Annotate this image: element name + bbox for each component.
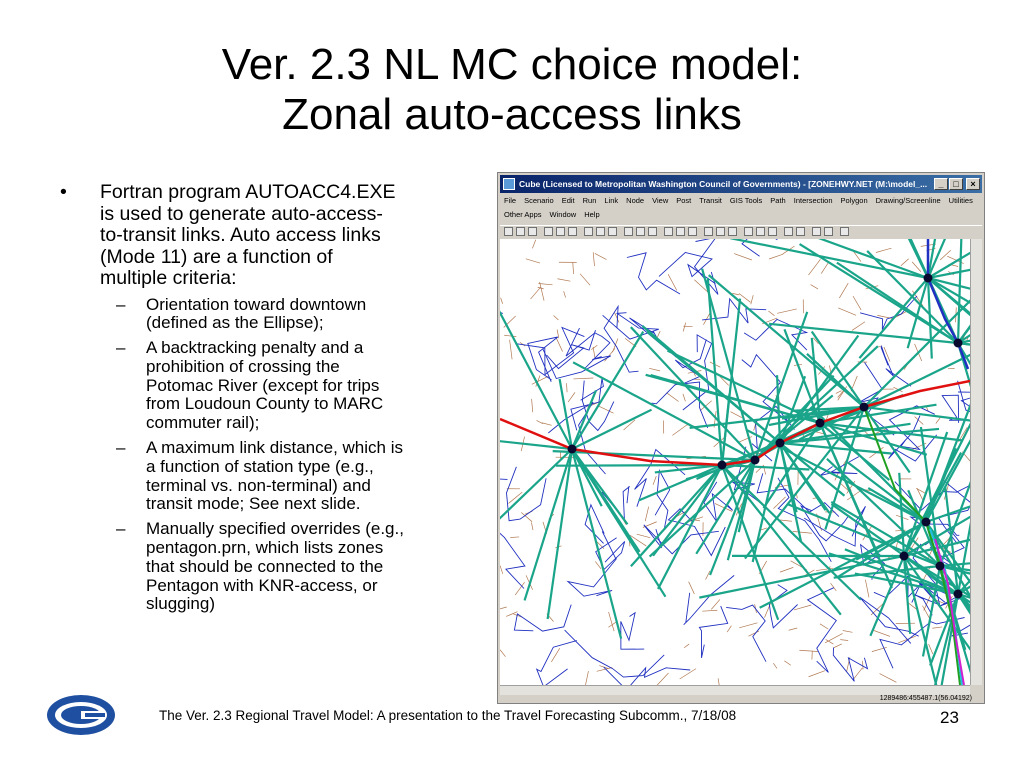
- station-node: [718, 461, 727, 470]
- node-icon[interactable]: [704, 227, 713, 236]
- sub-bullet-line: slugging): [146, 594, 215, 614]
- local-road: [551, 648, 559, 662]
- zoom-out-icon[interactable]: [596, 227, 605, 236]
- local-road: [718, 678, 720, 685]
- access-link: [864, 355, 970, 407]
- sub-bullet-backtracking: [56, 339, 492, 433]
- slide-title: [0, 40, 1024, 140]
- local-road: [564, 291, 566, 297]
- measure-icon[interactable]: [636, 227, 645, 236]
- local-road: [591, 345, 597, 349]
- sub-bullet-line: terminal vs. non-terminal) and: [146, 475, 371, 495]
- paste-icon[interactable]: [568, 227, 577, 236]
- layer-icon[interactable]: [664, 227, 673, 236]
- menu-row-2: [504, 208, 608, 222]
- bullet-line: is used to generate auto-access-: [100, 202, 383, 225]
- sub-bullet-line: A maximum link distance, which is: [146, 438, 403, 458]
- local-road: [657, 331, 660, 338]
- street: [699, 606, 727, 658]
- menu-link[interactable]: Link: [604, 196, 619, 205]
- access-link: [928, 278, 932, 359]
- list-icon[interactable]: [784, 227, 793, 236]
- street: [604, 667, 691, 685]
- local-road: [510, 537, 519, 538]
- bullet-list: [56, 182, 492, 614]
- local-road: [542, 423, 552, 426]
- local-road: [912, 262, 921, 272]
- local-road: [852, 322, 865, 331]
- menu-window[interactable]: Window: [549, 210, 577, 219]
- menu-view[interactable]: View: [652, 196, 669, 205]
- local-road: [732, 293, 739, 294]
- cube-window-screenshot: [497, 172, 985, 704]
- bullet-line: to-transit links. Auto access links: [100, 224, 381, 246]
- status-bar: [500, 695, 982, 703]
- select-icon[interactable]: [624, 227, 633, 236]
- local-road: [702, 610, 717, 611]
- mwcog-logo: [44, 692, 118, 738]
- local-road: [653, 476, 656, 485]
- filter-icon[interactable]: [796, 227, 805, 236]
- station-node: [900, 552, 909, 561]
- copy-icon[interactable]: [556, 227, 565, 236]
- bullet-line: Fortran program AUTOACC4.EXE: [100, 181, 396, 203]
- sub-bullet-orientation: [56, 296, 492, 334]
- local-road: [609, 612, 614, 631]
- local-road: [684, 644, 689, 648]
- station-node: [954, 339, 963, 348]
- local-road: [932, 627, 942, 628]
- street: [621, 613, 644, 649]
- network-map: [500, 239, 970, 685]
- title-line-1: Ver. 2.3 NL MC choice model:: [221, 40, 803, 89]
- toolbar: [500, 225, 982, 240]
- local-road: [655, 673, 668, 685]
- sub-bullet-line: prohibition of crossing the: [146, 356, 340, 376]
- sub-bullet-overrides: [56, 520, 492, 614]
- menu-bar: [500, 194, 982, 224]
- menu-scenario[interactable]: Scenario: [524, 196, 554, 205]
- local-road: [557, 279, 570, 281]
- street: [833, 648, 867, 682]
- local-road: [831, 583, 837, 591]
- local-road: [510, 340, 512, 360]
- station-node: [936, 562, 945, 571]
- local-road: [706, 571, 710, 580]
- settings-icon[interactable]: [768, 227, 777, 236]
- local-road: [531, 287, 541, 299]
- local-road: [853, 296, 861, 310]
- close-icon[interactable]: ×: [966, 178, 980, 190]
- station-node: [816, 419, 825, 428]
- access-link: [958, 239, 963, 343]
- street: [514, 605, 571, 632]
- status-coordinates: 1289486:455487.1(56.04192): [879, 695, 972, 702]
- local-road: [554, 315, 559, 320]
- local-road: [793, 531, 812, 533]
- local-road: [500, 607, 507, 612]
- street: [537, 641, 577, 685]
- street: [500, 454, 508, 483]
- main-bullet: [56, 182, 492, 290]
- local-road: [838, 308, 856, 315]
- menu-run[interactable]: Run: [582, 196, 597, 205]
- local-road: [884, 347, 890, 362]
- station-node: [924, 274, 933, 283]
- bullet-marker: •: [60, 181, 67, 203]
- local-road: [727, 626, 731, 632]
- sub-bullet-max-distance: [56, 439, 492, 514]
- menu-post[interactable]: Post: [676, 196, 692, 205]
- local-road: [853, 668, 862, 679]
- grid-icon[interactable]: [744, 227, 753, 236]
- sub-bullet-line: a function of station type (e.g.,: [146, 456, 374, 476]
- local-road: [751, 295, 753, 304]
- station-node: [922, 518, 931, 527]
- access-link: [722, 465, 841, 615]
- color-icon[interactable]: [676, 227, 685, 236]
- window-titlebar: [500, 175, 982, 193]
- access-link: [572, 390, 596, 449]
- street: [566, 328, 610, 368]
- local-road: [532, 399, 533, 412]
- local-road: [637, 534, 650, 537]
- local-road: [780, 567, 793, 572]
- local-road: [580, 274, 590, 285]
- local-road: [506, 612, 517, 617]
- menu-utilities[interactable]: Utilities: [948, 196, 973, 205]
- page-number: 23: [940, 708, 959, 727]
- station-node: [860, 403, 869, 412]
- local-road: [780, 520, 792, 521]
- local-road: [739, 623, 757, 628]
- local-road: [777, 309, 796, 313]
- local-road: [825, 633, 843, 642]
- street: [547, 330, 596, 368]
- label-icon[interactable]: [648, 227, 657, 236]
- menu-intersection[interactable]: Intersection: [793, 196, 833, 205]
- local-road: [730, 412, 741, 418]
- minimize-icon[interactable]: _: [934, 178, 948, 190]
- station-node: [751, 456, 760, 465]
- street: [684, 575, 735, 624]
- local-road: [585, 671, 588, 685]
- menu-transit[interactable]: Transit: [699, 196, 722, 205]
- network-map-view[interactable]: [500, 239, 970, 685]
- sub-bullet-line: from Loudoun County to MARC: [146, 394, 384, 414]
- local-road: [711, 599, 720, 609]
- local-road: [683, 394, 685, 401]
- local-road: [799, 650, 818, 651]
- vertical-scrollbar[interactable]: [970, 239, 982, 685]
- new-file-icon[interactable]: [504, 227, 513, 236]
- dash-marker: –: [116, 438, 126, 458]
- dash-marker: –: [116, 294, 126, 314]
- local-road: [809, 259, 821, 275]
- local-road: [901, 259, 909, 266]
- local-road: [556, 338, 562, 352]
- local-road: [666, 393, 678, 402]
- local-road: [526, 259, 540, 263]
- open-file-icon[interactable]: [516, 227, 525, 236]
- local-road: [501, 298, 503, 304]
- local-road: [811, 285, 818, 289]
- local-road: [809, 671, 825, 677]
- legend-icon[interactable]: [756, 227, 765, 236]
- path-icon[interactable]: [728, 227, 737, 236]
- menu-edit[interactable]: Edit: [561, 196, 575, 205]
- sub-bullet-line: Manually specified overrides (e.g.,: [146, 519, 404, 539]
- menu-drawing-screenline[interactable]: Drawing/Screenline: [875, 196, 941, 205]
- local-road: [876, 248, 891, 252]
- dash-marker: –: [116, 338, 126, 358]
- street: [500, 522, 525, 588]
- local-road: [820, 624, 828, 629]
- station-node: [776, 439, 785, 448]
- street: [655, 471, 670, 529]
- local-road: [773, 663, 777, 668]
- local-road: [595, 561, 601, 568]
- print-icon[interactable]: [544, 227, 553, 236]
- local-road: [689, 582, 695, 594]
- street: [517, 328, 584, 375]
- local-road: [847, 657, 850, 671]
- menu-gis-tools[interactable]: GIS Tools: [729, 196, 763, 205]
- street: [808, 588, 837, 673]
- local-road: [834, 644, 842, 648]
- local-road: [880, 674, 897, 683]
- access-link: [548, 449, 572, 619]
- menu-other-apps[interactable]: Other Apps: [504, 210, 542, 219]
- street: [627, 253, 680, 294]
- local-road: [734, 254, 752, 260]
- menu-polygon[interactable]: Polygon: [840, 196, 868, 205]
- street: [565, 630, 665, 677]
- sub-bullet-line: Pentagon with KNR-access, or: [146, 575, 378, 595]
- title-line-2: Zonal auto-access links: [282, 90, 742, 139]
- local-road: [500, 566, 503, 574]
- chart-icon[interactable]: [824, 227, 833, 236]
- script-icon[interactable]: [840, 227, 849, 236]
- menu-row-1: [504, 194, 981, 208]
- sub-bullet-line: that should be connected to the: [146, 556, 384, 576]
- sub-bullet-line: Orientation toward downtown: [146, 294, 367, 314]
- footer-text: The Ver. 2.3 Regional Travel Model: A presentation to the Travel Forecasting Subcomm., 7/18/08: [159, 708, 737, 723]
- local-road: [769, 254, 783, 259]
- access-link: [730, 239, 928, 278]
- local-road: [924, 596, 931, 611]
- access-link: [572, 449, 621, 639]
- local-road: [567, 383, 568, 392]
- access-link: [777, 375, 780, 443]
- local-road: [784, 661, 790, 665]
- maximize-icon[interactable]: □: [949, 178, 963, 190]
- local-road: [683, 323, 686, 332]
- local-road: [821, 263, 828, 274]
- local-road: [839, 283, 848, 298]
- local-road: [649, 368, 660, 371]
- link-icon[interactable]: [716, 227, 725, 236]
- local-road: [540, 282, 544, 301]
- sub-bullet-line: pentagon.prn, which lists zones: [146, 538, 384, 558]
- local-road: [940, 250, 951, 260]
- sub-bullet-line: transit mode; See next slide.: [146, 494, 361, 514]
- local-road: [843, 631, 853, 633]
- local-road: [568, 392, 575, 402]
- menu-file[interactable]: File: [504, 196, 517, 205]
- local-road: [789, 628, 798, 630]
- zoom-in-icon[interactable]: [584, 227, 593, 236]
- station-node: [568, 445, 577, 454]
- street: [726, 605, 766, 662]
- local-road: [605, 348, 615, 361]
- sub-bullet-line: commuter rail);: [146, 413, 260, 433]
- local-road: [840, 640, 848, 641]
- pan-icon[interactable]: [608, 227, 617, 236]
- local-road: [593, 347, 595, 359]
- local-road: [836, 391, 842, 394]
- bullet-line: multiple criteria:: [100, 267, 237, 289]
- access-link: [864, 407, 910, 472]
- dash-marker: –: [116, 519, 126, 539]
- cube-app-icon: [503, 178, 515, 190]
- local-road: [865, 580, 869, 598]
- local-road: [672, 425, 686, 435]
- local-road: [768, 311, 774, 316]
- local-road: [929, 644, 933, 654]
- menu-path[interactable]: Path: [770, 196, 786, 205]
- local-road: [532, 240, 535, 249]
- local-road: [573, 378, 593, 379]
- sub-bullet-line: A backtracking penalty and a: [146, 338, 364, 358]
- save-icon[interactable]: [528, 227, 537, 236]
- local-road: [531, 522, 533, 530]
- local-road: [595, 253, 607, 259]
- sub-bullet-line: (defined as the Ellipse);: [146, 313, 324, 333]
- access-link: [556, 465, 722, 466]
- local-road: [537, 420, 543, 423]
- local-road: [874, 630, 890, 636]
- local-road: [573, 263, 574, 274]
- bullet-line: (Mode 11) are a function of: [100, 245, 333, 268]
- horizontal-scrollbar[interactable]: [500, 685, 970, 695]
- local-road: [922, 606, 930, 620]
- access-link: [553, 451, 755, 460]
- menu-node[interactable]: Node: [626, 196, 645, 205]
- local-road: [500, 650, 506, 657]
- local-road: [593, 252, 594, 266]
- table-icon[interactable]: [812, 227, 821, 236]
- station-node: [954, 590, 963, 599]
- access-link: [709, 275, 864, 407]
- sub-bullet-line: Potomac River (except for trips: [146, 375, 380, 395]
- menu-help[interactable]: Help: [584, 210, 600, 219]
- window-title: Cube (Licensed to Metropolitan Washington Council of Governments) - [ZONEHWY.NET (M:\model_...: [519, 179, 928, 189]
- local-road: [504, 335, 516, 337]
- local-road: [645, 507, 648, 522]
- globe-icon[interactable]: [688, 227, 697, 236]
